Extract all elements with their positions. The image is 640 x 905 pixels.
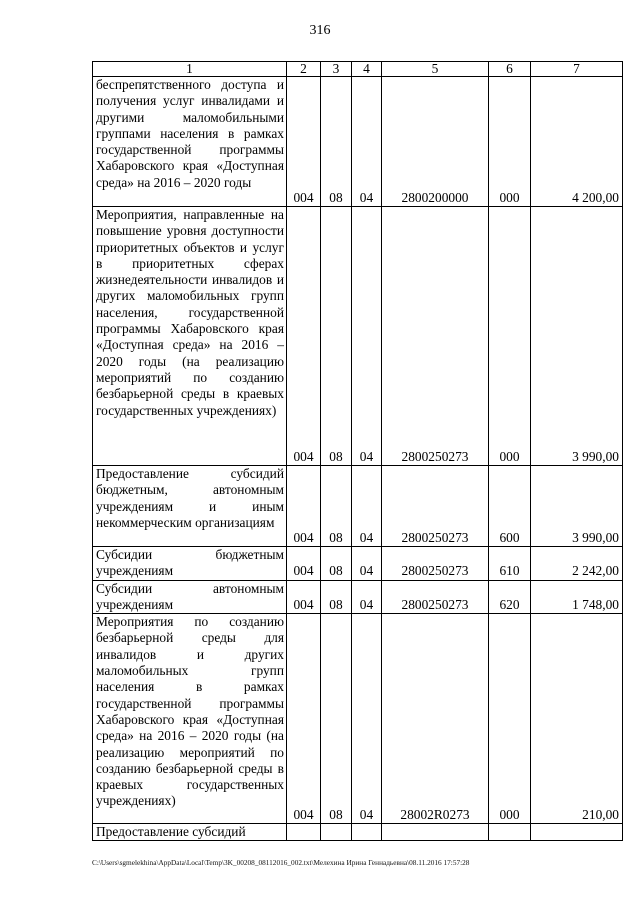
expense-type-cell: 610	[489, 547, 531, 581]
table-row	[93, 824, 623, 841]
expense-type-cell: 600	[489, 466, 531, 547]
subsection-cell: 04	[352, 547, 382, 581]
ministry-cell: 004	[287, 77, 321, 207]
row-name-cell: Субсидии автономным учреждениям	[93, 580, 287, 614]
table-row	[93, 547, 623, 581]
row-name-cell: Мероприятия по созданию безбарьерной среды для инвалидов и других маломобильных групп населения в рамках государственной программы Хабаровского края «Доступная среда» на 2016 – 2020 годы (на реализацию мероприятий по созданию безбарьерной среды в краевых государственных учреждениях)	[93, 614, 287, 824]
section-cell: 08	[321, 466, 352, 547]
section-cell: 08	[321, 207, 352, 466]
table-row	[93, 466, 623, 547]
table-row	[93, 614, 623, 824]
header-cell: 2	[287, 62, 321, 77]
amount-cell: 4 200,00	[531, 77, 623, 207]
row-name-cell: Мероприятия, направленные на повышение уровня доступности приоритетных объектов и услуг в приоритетных сферах жизнедеятельности инвалидов и других маломобильных групп населения, государственной программы Хабаровского края «Доступная среда» на 2016 – 2020 годы (на реализацию мероприятий по созданию безбарьерной среды в краевых государственных учреждениях)	[93, 207, 287, 466]
header-cell: 5	[382, 62, 489, 77]
subsection-cell: 04	[352, 77, 382, 207]
subsection-cell	[352, 824, 382, 841]
target-cell: 2800250273	[382, 207, 489, 466]
table-row	[93, 580, 623, 614]
subsection-cell: 04	[352, 207, 382, 466]
section-cell: 08	[321, 580, 352, 614]
ministry-cell: 004	[287, 207, 321, 466]
table-row	[93, 77, 623, 207]
target-cell: 28002R0273	[382, 614, 489, 824]
amount-cell: 1 748,00	[531, 580, 623, 614]
expense-type-cell: 000	[489, 614, 531, 824]
ministry-cell: 004	[287, 466, 321, 547]
section-cell: 08	[321, 77, 352, 207]
target-cell: 2800250273	[382, 547, 489, 581]
budget-table	[92, 61, 623, 841]
ministry-cell	[287, 824, 321, 841]
table-row	[93, 207, 623, 466]
expense-type-cell: 000	[489, 207, 531, 466]
ministry-cell: 004	[287, 547, 321, 581]
amount-cell: 3 990,00	[531, 466, 623, 547]
amount-cell: 210,00	[531, 614, 623, 824]
expense-type-cell: 620	[489, 580, 531, 614]
footer-file-path: C:\Users\sgmelekhina\AppData\Local\Temp\3K_00208_08112016_002.txt\Мелехина Ирина Геннадьевна\08.11.2016 17:57:28	[92, 858, 470, 867]
amount-cell: 3 990,00	[531, 207, 623, 466]
section-cell: 08	[321, 614, 352, 824]
amount-cell	[531, 824, 623, 841]
row-name-cell: Предоставление субсидий бюджетным, автономным учреждениям и иным некоммерческим организациям	[93, 466, 287, 547]
expense-type-cell: 000	[489, 77, 531, 207]
header-cell: 4	[352, 62, 382, 77]
target-cell: 2800250273	[382, 580, 489, 614]
table-header-row	[93, 62, 623, 77]
section-cell: 08	[321, 547, 352, 581]
target-cell	[382, 824, 489, 841]
subsection-cell: 04	[352, 466, 382, 547]
amount-cell: 2 242,00	[531, 547, 623, 581]
expense-type-cell	[489, 824, 531, 841]
header-cell: 3	[321, 62, 352, 77]
subsection-cell: 04	[352, 580, 382, 614]
target-cell: 2800200000	[382, 77, 489, 207]
row-name-cell: Предоставление субсидий	[93, 824, 287, 841]
target-cell: 2800250273	[382, 466, 489, 547]
page-number: 316	[309, 23, 331, 38]
row-name-cell: Субсидии бюджетным учреждениям	[93, 547, 287, 581]
ministry-cell: 004	[287, 614, 321, 824]
row-name-cell: беспрепятственного доступа и получения услуг инвалидами и другими маломобильными группами населения в рамках государственной программы Хабаровского края «Доступная среда» на 2016 – 2020 годы	[93, 77, 287, 207]
header-cell: 6	[489, 62, 531, 77]
subsection-cell: 04	[352, 614, 382, 824]
header-cell: 1	[93, 62, 287, 77]
ministry-cell: 004	[287, 580, 321, 614]
section-cell	[321, 824, 352, 841]
header-cell: 7	[531, 62, 623, 77]
